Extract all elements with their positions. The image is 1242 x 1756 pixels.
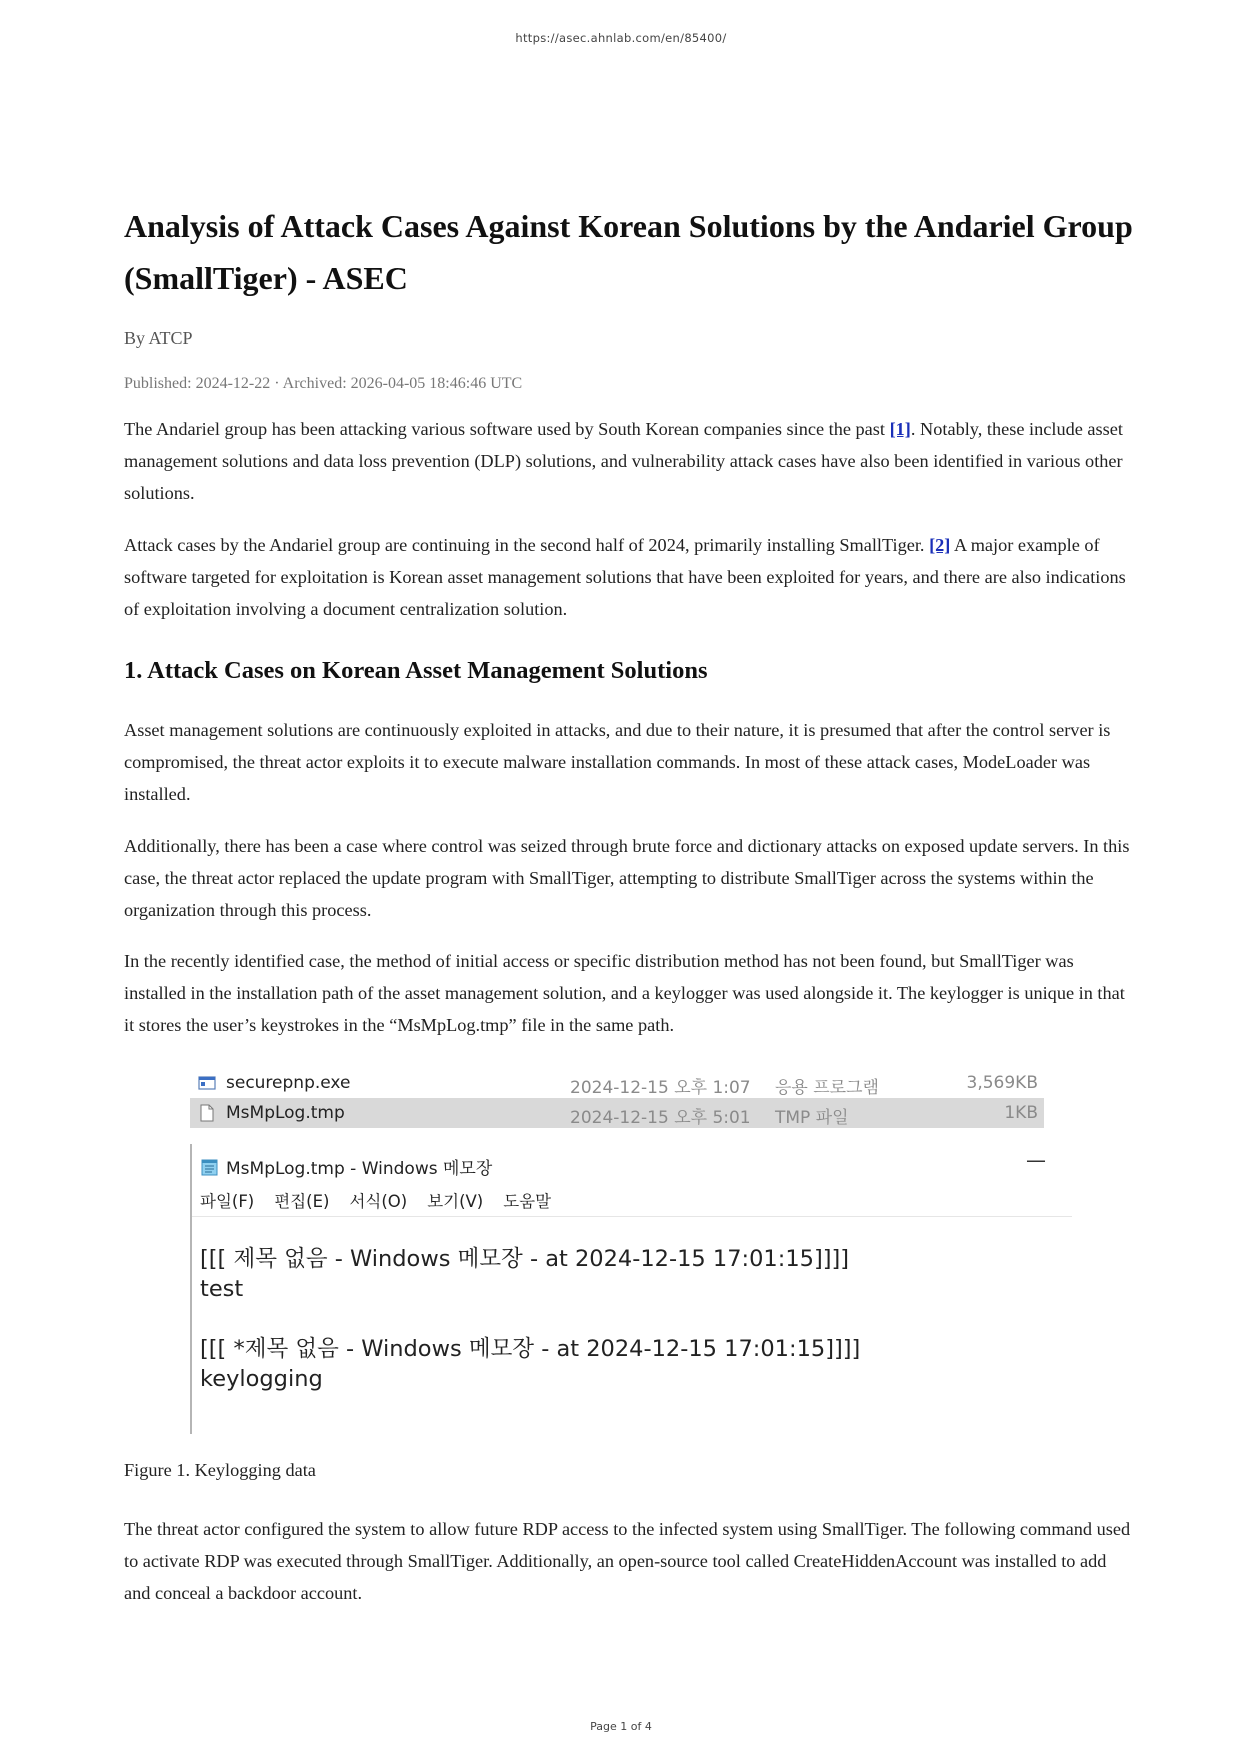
notepad-titlebar (200, 1154, 492, 1179)
figure-caption: Figure 1. Keylogging data (124, 1460, 316, 1480)
file-type: 응용 프로그램 (775, 1078, 879, 1098)
paragraph-text: . Notably, these include asset management solutions and data loss prevention (DLP) solutions, and vulnerability attack cases have also been identified in various other solutions. (124, 419, 1123, 503)
file-date: 2024-12-15 오후 1:07 (570, 1078, 751, 1098)
paragraph-text: A major example of software targeted for exploitation is Korean asset management solutions that have been exploited for years, and there are also indications of exploitation involving a document centralization solution. (124, 535, 1126, 619)
notepad-window (190, 1144, 1072, 1434)
page-url: https://asec.ahnlab.com/en/85400/ (515, 31, 727, 45)
file-size: 1KB (1004, 1103, 1038, 1123)
paragraph-intro (124, 413, 1134, 509)
menu-format[interactable]: 서식(O) (349, 1192, 408, 1211)
notepad-title: MsMpLog.tmp - Windows 메모장 (226, 1159, 493, 1179)
paragraph-asset-mgmt: Asset management solutions are continuously exploited in attacks, and due to their nature, it is presumed that after the control server is compromised, the threat actor exploits it to execute malware installation commands. In most of these attack cases, ModeLoader was installed. (124, 720, 1111, 804)
article-header (124, 200, 1134, 304)
file-row (190, 1068, 1044, 1098)
reference-link-1[interactable]: [1] (889, 419, 911, 439)
paragraph-update-server: Additionally, there has been a case where control was seized through brute force and dictionary attacks on exposed update servers. In this case, the threat actor replaced the update program with SmallTiger, attempting to distribute SmallTiger across the systems within the organization through this process. (124, 836, 1130, 920)
section-heading: 1. Attack Cases on Korean Asset Management Solutions (124, 657, 708, 684)
page-title: Analysis of Attack Cases Against Korean Solutions by the Andariel Group (SmallTiger) - ASEC (124, 208, 1133, 296)
notepad-icon (200, 1158, 220, 1176)
menu-file[interactable]: 파일(F) (200, 1192, 255, 1211)
file-date: 2024-12-15 오후 5:01 (570, 1108, 751, 1128)
file-type: TMP 파일 (775, 1108, 849, 1128)
page-number: Page 1 of 4 (590, 1720, 652, 1733)
reference-link-2[interactable]: [2] (929, 535, 951, 555)
file-row (190, 1098, 1044, 1128)
menu-help[interactable]: 도움말 (503, 1192, 552, 1211)
menu-edit[interactable]: 편집(E) (274, 1192, 330, 1211)
paragraph-2024 (124, 529, 1134, 625)
exe-icon (198, 1074, 216, 1092)
paragraph-rdp: The threat actor configured the system to allow future RDP access to the infected system using SmallTiger. The following command used to activate RDP was executed through SmallTiger. Additionally, an open-source tool called CreateHiddenAccount was installed to add and conceal a backdoor account. (124, 1519, 1131, 1603)
notepad-menubar (200, 1188, 571, 1212)
divider (192, 1216, 1072, 1217)
publish-meta: Published: 2024-12-22 · Archived: 2026-04-05 18:46:46 UTC (124, 375, 523, 392)
file-size: 3,569KB (966, 1073, 1038, 1093)
file-name: MsMpLog.tmp (226, 1103, 345, 1123)
file-name: securepnp.exe (226, 1073, 351, 1093)
paragraph-keylogger: In the recently identified case, the method of initial access or specific distribution method has not been found, but SmallTiger was installed in the installation path of the asset management solution, and a keylogger was used alongside it. The keylogger is unique in that it stores the user’s keystrokes in the “MsMpLog.tmp” file in the same path. (124, 951, 1125, 1035)
paragraph-text: Attack cases by the Andariel group are continuing in the second half of 2024, primarily installing SmallTiger. (124, 535, 930, 555)
paragraph-text: The Andariel group has been attacking various software used by South Korean companies since the past (124, 419, 890, 439)
notepad-text-area[interactable]: [[[ 제목 없음 - Windows 메모장 - at 2024-12-15 17:01:15]]]] test [[[ *제목 없음 - Windows 메모장 - at 2024-12-15 17:01:15]]]] keylogging (200, 1246, 861, 1392)
minimize-button[interactable]: — (1026, 1148, 1046, 1172)
file-icon (198, 1104, 216, 1122)
figure-keylogging-screenshot (190, 1068, 1070, 1434)
menu-view[interactable]: 보기(V) (427, 1192, 484, 1211)
byline: By ATCP (124, 328, 193, 348)
